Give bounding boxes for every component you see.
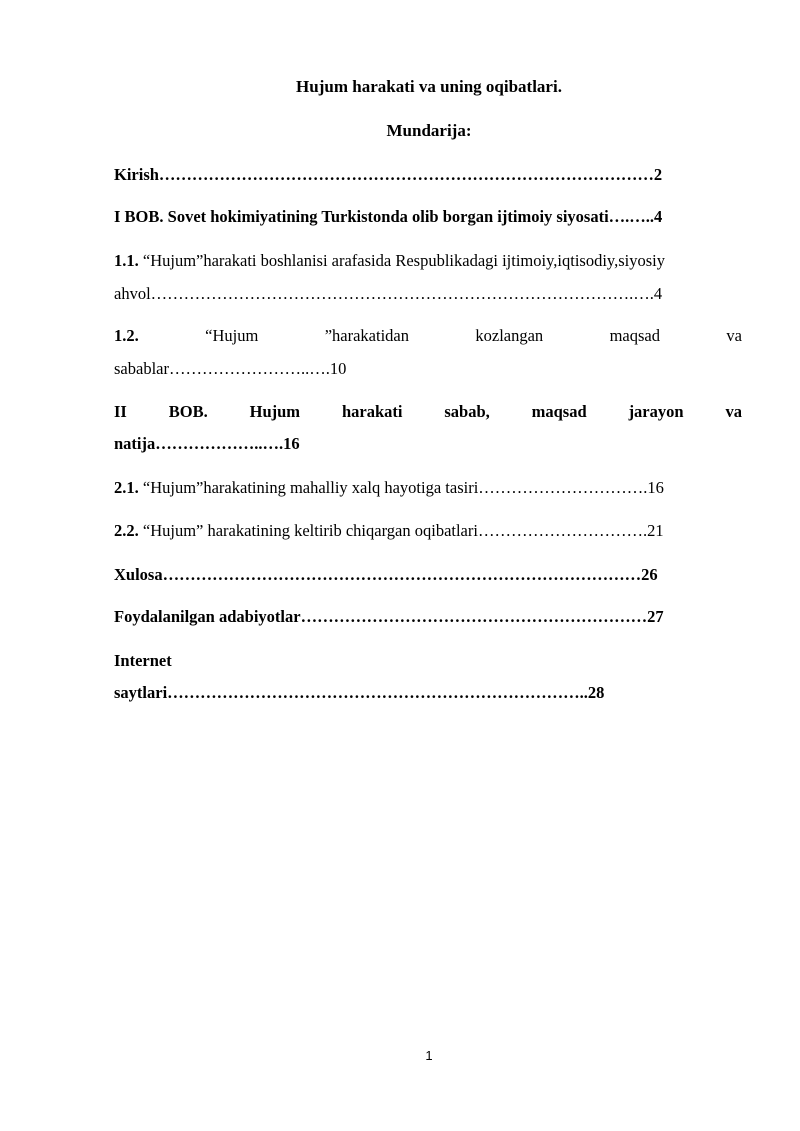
toc-entry-2-2-text: “Hujum” harakatining keltirib chiqargan oqibatlari………………………….21: [138, 521, 664, 540]
toc-entry-1-2: [114, 322, 742, 349]
toc-entry-1-2-word: maqsad: [609, 326, 660, 345]
page-number: 1: [425, 1048, 433, 1063]
toc-entry-1-2-continuation: sabablar……………………..….10: [114, 359, 347, 378]
toc-entry-1-1: [114, 247, 742, 274]
toc-entry-internet-continuation: saytlari…………………………………………………………………..28: [114, 683, 605, 702]
toc-entry-bob-2: [114, 398, 742, 425]
toc-entry-bob-2-word: harakati: [341, 402, 403, 421]
toc-entry-2-1-number: 2.1.: [114, 478, 139, 497]
toc-entry-xulosa: Xulosa……………………………………………………………………………26: [114, 565, 658, 584]
toc-entry-1-2-number: 1.2.: [114, 326, 139, 345]
toc-entry-bob-2-continuation: natija………………..….16: [114, 434, 300, 453]
toc-entry-bob-2-word: BOB.: [168, 402, 208, 421]
toc-entry-bob-2-word: Hujum: [249, 402, 301, 421]
toc-entry-1-2-word: va: [726, 326, 742, 345]
toc-entry-bob-2-word: sabab,: [444, 402, 490, 421]
toc-entry-1-1-number: 1.1.: [114, 251, 139, 270]
toc-entry-bob-2-word: jarayon: [628, 402, 684, 421]
toc-entry-bob-2-word: II: [114, 402, 127, 421]
toc-entry-bob-2-word: maqsad: [531, 402, 587, 421]
toc-entry-1-2-word: ”harakatidan: [324, 326, 409, 345]
toc-entry-1-1-text: “Hujum”harakati boshlanisi arafasida Respublikadagi ijtimoiy,iqtisodiy,siyosiy: [138, 251, 665, 270]
document-title: Hujum harakati va uning oqibatlari.: [296, 77, 562, 96]
toc-entry-bob-2-word: va: [725, 402, 742, 421]
toc-entry-bob-1: I BOB. Sovet hokimiyatining Turkistonda olib borgan ijtimoiy siyosati….…..4: [114, 207, 663, 226]
toc-entry-kirish: Kirish………………………………………………………………………………2: [114, 165, 663, 184]
toc-entry-2-2-number: 2.2.: [114, 521, 139, 540]
toc-entry-foydalanilgan-adabiyotlar: Foydalanilgan adabiyotlar………………………………………………………27: [114, 607, 664, 626]
toc-heading: Mundarija:: [386, 121, 472, 140]
toc-entry-1-2-word: kozlangan: [475, 326, 544, 345]
toc-entry-1-2-word: “Hujum: [205, 326, 259, 345]
toc-entry-1-1-continuation: ahvol…………………………………………………………………………….….4: [114, 284, 663, 303]
toc-entry-2-2: [114, 517, 742, 544]
toc-entry-2-1-text: “Hujum”harakatining mahalliy xalq hayotiga tasiri………………………….16: [138, 478, 664, 497]
toc-entry-2-1: [114, 474, 742, 501]
toc-entry-internet: Internet: [114, 651, 172, 670]
